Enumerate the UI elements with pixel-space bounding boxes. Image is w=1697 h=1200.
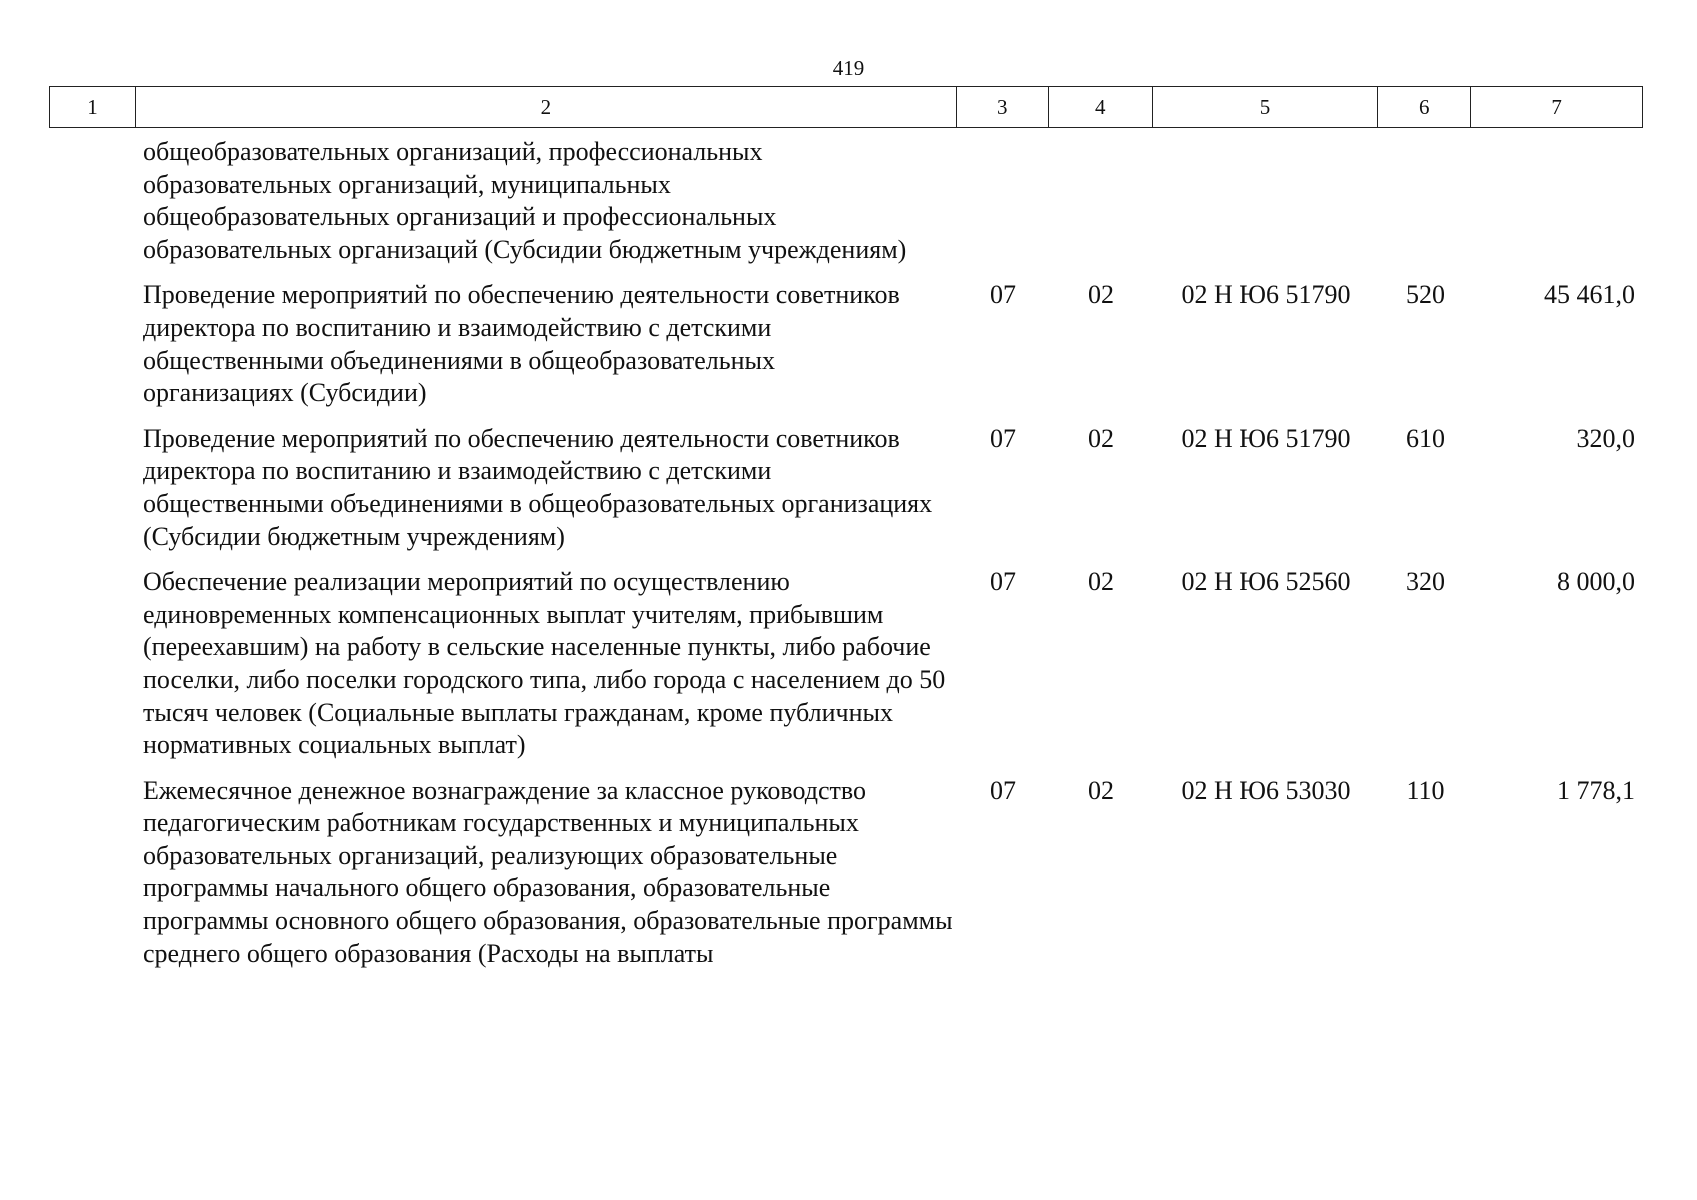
row-description: Проведение мероприятий по обеспечению деятельности советников директора по воспитанию и взаимодействию с детскими общественными объединениями в общеобразовательных организациях (Субсидии): [143, 280, 900, 408]
table-row: [49, 423, 1643, 553]
row-amount: 45 461,0: [1544, 280, 1635, 310]
table-row: [49, 136, 1643, 266]
row-target-article: 02 Н Ю6 51790: [1181, 423, 1351, 453]
row-section: 07: [990, 280, 1016, 310]
row-amount: 1 778,1: [1557, 775, 1635, 805]
row-description: Обеспечение реализации мероприятий по осуществлению единовременных компенсационных выплат учителям, прибывшим (переехавшим) на работу в сельские населенные пункты, либо рабочие поселки, либо поселки городского типа, либо города с населением до 50 тысяч человек (Социальные выплаты гражданам, кроме публичных нормативных социальных выплат): [143, 567, 946, 760]
column-header-5: 5: [1153, 87, 1379, 127]
row-expense-type: 610: [1406, 423, 1445, 453]
row-section: 07: [990, 423, 1016, 453]
table-row: [49, 279, 1643, 409]
row-amount: 320,0: [1576, 423, 1635, 453]
row-subsection: 02: [1088, 567, 1114, 597]
row-expense-type: 520: [1406, 280, 1445, 310]
row-amount: [1472, 136, 1643, 266]
row-target-article: 02 Н Ю6 53030: [1181, 775, 1351, 805]
row-section: [957, 136, 1049, 266]
column-header-3: 3: [957, 87, 1049, 127]
column-header-7: 7: [1551, 94, 1562, 119]
row-subsection: 02: [1088, 775, 1114, 805]
row-section: 07: [990, 567, 1016, 597]
row-expense-type: 320: [1406, 567, 1445, 597]
column-header-6: 6: [1378, 87, 1471, 127]
row-section: 07: [990, 775, 1016, 805]
column-header-4: 4: [1049, 87, 1153, 127]
page-number: 419: [832, 56, 865, 80]
row-subsection: 02: [1088, 423, 1114, 453]
column-header-1: 1: [50, 87, 136, 127]
row-target-article: 02 Н Ю6 52560: [1181, 567, 1351, 597]
row-description: Ежемесячное денежное вознаграждение за классное руководство педагогическим работникам государственных и муниципальных образовательных организаций, реализующих образовательные программы начального общего образования, образовательные программы основного общего образования, образовательные программы среднего общего образования (Расходы на выплаты: [143, 775, 953, 968]
row-subsection: [1049, 136, 1153, 266]
row-target-article: [1153, 136, 1379, 266]
table-body: [49, 136, 1643, 970]
row-amount: 8 000,0: [1557, 567, 1635, 597]
row-target-article: 02 Н Ю6 51790: [1181, 280, 1351, 310]
column-header-2: 2: [136, 87, 957, 127]
table-row: [49, 566, 1643, 762]
table-header: [49, 86, 1643, 128]
row-expense-type: 110: [1406, 775, 1445, 805]
row-expense-type: [1379, 136, 1472, 266]
row-subsection: 02: [1088, 280, 1114, 310]
row-description: Проведение мероприятий по обеспечению деятельности советников директора по воспитанию и взаимодействию с детскими общественными объединениями в общеобразовательных организациях (Субсидии бюджетным учреждениям): [143, 423, 933, 551]
row-description: общеобразовательных организаций, профессиональных образовательных организаций, муниципальных общеобразовательных организаций и профессиональных образовательных организаций (Субсидии бюджетным учреждениям): [143, 137, 907, 264]
table-row: [49, 775, 1643, 971]
